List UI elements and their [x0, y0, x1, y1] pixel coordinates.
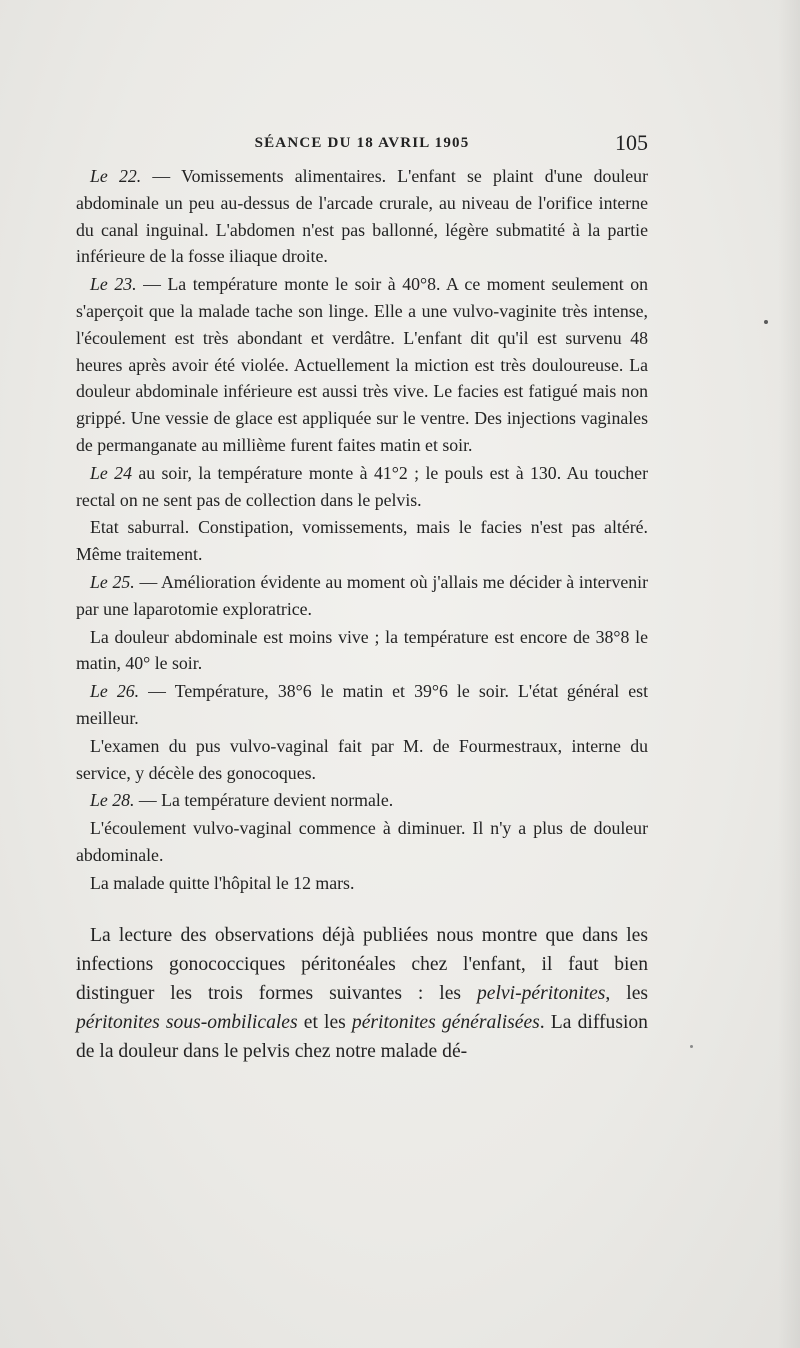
- observation-paragraph: [76, 163, 648, 270]
- observation-paragraph: [76, 870, 648, 897]
- text-run: — La température monte le soir à 40°8. A ce moment seulement on s'aperçoit que la malade tache son linge. Elle a une vulvo-vaginite très intense, l'écoulement est très abondant et verdâtre. L'enfant dit qu'il est survenu 48 heures après avoir été violée. Actuellement la miction est très douloureuse. La douleur abdominale inférieure est aussi très vive. Le facies est fatigué mais non grippé. Une vessie de glace est appliquée sur le ventre. Des injections vaginales de permanganate au millième furent faites matin et soir.: [76, 274, 649, 455]
- observation-paragraph: [76, 514, 648, 568]
- observation-paragraph: [76, 678, 648, 732]
- page-number: 105: [615, 130, 648, 155]
- text-run: — La température devient normale.: [134, 790, 394, 811]
- italic-text: Le 25.: [90, 571, 135, 592]
- paper-speck: [690, 1045, 693, 1048]
- observation-paragraph: [76, 815, 648, 869]
- page-header: [76, 130, 648, 160]
- section-gap: [76, 897, 648, 921]
- italic-text: Le 23.: [90, 274, 137, 295]
- page-edge-shadow: [778, 0, 800, 1348]
- text-run: , les: [605, 982, 649, 1004]
- text-run: — Amélioration évidente au moment où j'allais me décider à intervenir par une laparotomie exploratrice.: [76, 571, 648, 619]
- italic-text: Le 26.: [90, 681, 140, 702]
- running-head: SÉANCE DU 18 AVRIL 1905: [254, 135, 470, 151]
- observation-paragraph: [76, 624, 648, 678]
- italic-text: péritonites généralisées: [351, 1011, 540, 1033]
- text-run: La malade quitte l'hôpital le 12 mars.: [90, 872, 355, 893]
- discussion-block: [76, 921, 648, 1066]
- observation-paragraph: [76, 460, 648, 514]
- text-run: La lecture des observations déjà publiées nous montre que dans les infections gonococciques péritonéales chez l'enfant, il faut bien distinguer les trois formes suivantes : les: [76, 924, 648, 1004]
- italic-text: Le 28.: [90, 790, 135, 811]
- italic-text: Le 24: [90, 462, 132, 483]
- text-run: au soir, la température monte à 41°2 ; le pouls est à 130. Au toucher rectal on ne sent pas de collection dans le pelvis.: [76, 462, 648, 510]
- text-run: La douleur abdominale est moins vive ; la température est encore de 38°8 le matin, 40° le soir.: [76, 626, 648, 674]
- text-run: — Température, 38°6 le matin et 39°6 le soir. L'état général est meilleur.: [76, 681, 649, 728]
- italic-text: péritonites sous-ombilicales: [76, 1011, 298, 1033]
- observation-paragraph: [76, 569, 648, 623]
- text-run: L'examen du pus vulvo-vaginal fait par M. de Fourmestraux, interne du service, y décèle des gonocoques.: [76, 735, 648, 783]
- text-run: Etat saburral. Constipation, vomissements, mais le facies n'est pas altéré. Même traitement.: [76, 517, 648, 565]
- italic-text: pelvi-péritonites: [477, 982, 606, 1004]
- text-run: . La diffusion de la douleur dans le pelvis chez notre malade dé-: [76, 1011, 648, 1062]
- observation-block: [76, 163, 648, 897]
- body-text: [76, 163, 648, 1066]
- italic-text: Le 22.: [90, 166, 142, 186]
- observation-paragraph: [76, 733, 648, 787]
- text-run: et les: [297, 1011, 352, 1033]
- paper-speck: [764, 320, 768, 324]
- text-run: L'écoulement vulvo-vaginal commence à diminuer. Il n'y a plus de douleur abdominale.: [76, 818, 648, 865]
- observation-paragraph: [76, 787, 648, 814]
- text-run: — Vomissements alimentaires. L'enfant se plaint d'une douleur abdominale un peu au-dessus de l'arcade crurale, au niveau de l'orifice interne du canal inguinal. L'abdomen n'est pas ballonné, légère submatité à la partie inférieure de la fosse iliaque droite.: [76, 166, 648, 267]
- discussion-paragraph: [76, 921, 648, 1066]
- observation-paragraph: [76, 271, 648, 459]
